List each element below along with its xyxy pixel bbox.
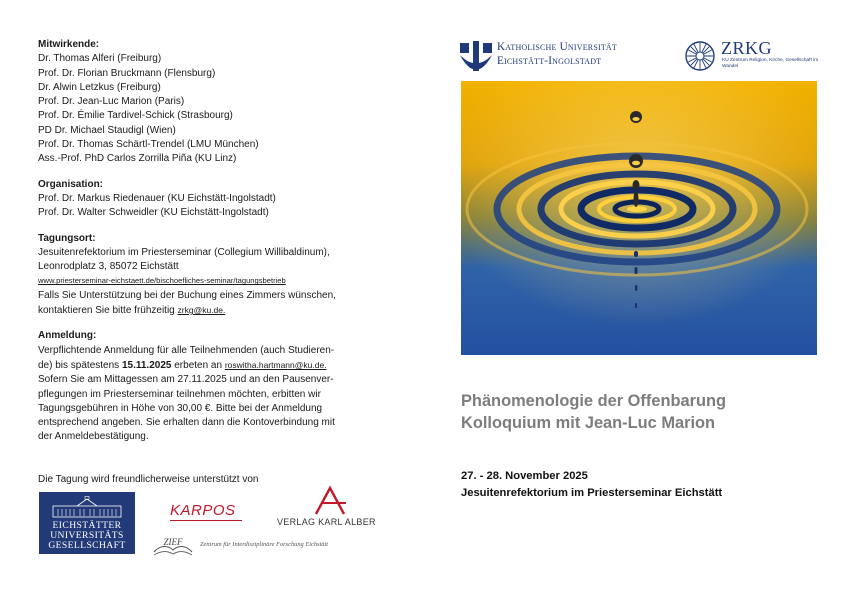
sponsors-intro: Die Tagung wird freundlicherweise unterstützt von bbox=[38, 474, 259, 485]
ku-name-line1: Katholische Universität bbox=[497, 41, 617, 53]
participant: Prof. Dr. Thomas Schärtl-Trendel (LMU München) bbox=[38, 139, 259, 151]
zrkg-emblem-icon bbox=[684, 40, 716, 72]
mitwirkende-section bbox=[38, 38, 408, 167]
registration-text: entsprechend angeben. Sie erhalten dann die Kontoverbindung mit bbox=[38, 417, 335, 429]
ku-crest-icon bbox=[460, 41, 492, 71]
zief-logo-icon bbox=[152, 535, 194, 557]
venue-line: Jesuitenrefektorium im Priesterseminar (Collegium Willibaldinum), bbox=[38, 246, 330, 258]
eichstaetter-universitaetsgesellschaft-logo bbox=[39, 492, 135, 554]
venue-link[interactable]: www.priesterseminar-eichstaett.de/bischoefliches-seminar/tagungsbetrieb bbox=[38, 276, 286, 286]
participant: Dr. Alwin Letzkus (Freiburg) bbox=[38, 81, 161, 93]
registration-text: de) bis spätestens bbox=[38, 359, 120, 371]
event-title-line2: Kolloquium mit Jean-Luc Marion bbox=[461, 414, 716, 432]
participant: Prof. Dr. Florian Bruckmann (Flensburg) bbox=[38, 67, 216, 79]
alber-logo-mark bbox=[312, 486, 348, 516]
participant: Prof. Dr. Émilie Tardivel-Schick (Strasbourg) bbox=[38, 110, 233, 122]
registration-deadline: 15.11.2025 bbox=[121, 359, 172, 371]
booking-note: Falls Sie Unterstützung bei der Buchung eines Zimmers wünschen, bbox=[38, 289, 336, 301]
registration-text: erbeten an bbox=[174, 359, 223, 371]
registration-email-link[interactable]: roswitha.hartmann@ku.de. bbox=[224, 359, 327, 370]
ku-name-line2: Eichstätt-Ingolstadt bbox=[497, 54, 602, 67]
anmeldung-heading: Anmeldung: bbox=[38, 330, 97, 342]
participant: Prof. Dr. Jean-Luc Marion (Paris) bbox=[38, 96, 185, 108]
zrkg-email-link[interactable]: zrkg@ku.de. bbox=[177, 305, 226, 316]
organisation-heading: Organisation: bbox=[38, 178, 104, 190]
karpos-logo-rule bbox=[170, 520, 242, 521]
booking-contact bbox=[38, 303, 408, 318]
eg-logo-line: GESELLSCHAFT bbox=[48, 540, 126, 551]
booking-contact-text: kontaktieren Sie bitte frühzeitig bbox=[38, 305, 175, 317]
karpos-logo: KARPOS bbox=[170, 502, 236, 519]
anmeldung-section bbox=[38, 329, 408, 444]
event-venue: Jesuitenrefektorium im Priesterseminar Eichstätt bbox=[461, 487, 723, 499]
registration-deadline-line bbox=[38, 358, 408, 373]
zief-abbr: ZIEF bbox=[163, 537, 183, 547]
participant: Dr. Thomas Alferi (Freiburg) bbox=[38, 53, 162, 65]
organizer: Prof. Dr. Markus Riedenauer (KU Eichstätt-Ingolstadt) bbox=[38, 192, 276, 204]
info-column bbox=[38, 38, 408, 456]
event-details bbox=[461, 468, 722, 502]
verlag-karl-alber-logo: VERLAG KARL ALBER bbox=[277, 517, 376, 527]
participant: PD Dr. Michael Staudigl (Wien) bbox=[38, 124, 176, 136]
event-title-line1: Phänomenologie der Offenbarung bbox=[461, 392, 726, 410]
tagungsort-heading: Tagungsort: bbox=[38, 232, 96, 244]
registration-text: der Anmeldebestätigung. bbox=[38, 431, 149, 443]
registration-text: Sofern Sie am Mittagessen am 27.11.2025 und an den Pausenver- bbox=[38, 374, 334, 386]
water-drop-photo bbox=[461, 81, 817, 355]
organisation-section bbox=[38, 178, 408, 221]
zrkg-subtitle: KU Zentrum Religion, Kirche, Gesellschaft im Wandel bbox=[722, 58, 819, 69]
registration-text: Verpflichtende Anmeldung für alle Teilnehmenden (auch Studieren- bbox=[38, 344, 335, 356]
organizer: Prof. Dr. Walter Schweidler (KU Eichstätt-Ingolstadt) bbox=[38, 207, 269, 219]
ku-name bbox=[497, 41, 617, 68]
event-date: 27. - 28. November 2025 bbox=[461, 470, 588, 482]
zrkg-abbr: ZRKG bbox=[721, 38, 772, 58]
eg-logo-line: UNIVERSITÄTS bbox=[50, 530, 124, 541]
venue-address: Leonrodplatz 3, 85072 Eichstätt bbox=[38, 261, 179, 273]
zief-logo-text: Zentrum für Interdisziplinäre Forschung Eichstätt bbox=[200, 541, 329, 548]
tagungsort-section bbox=[38, 232, 408, 319]
event-title bbox=[461, 390, 726, 434]
registration-text: Tagungsgebühren in Höhe von 30,00 €. Bitte bei der Anmeldung bbox=[38, 402, 323, 414]
eg-logo-line: EICHSTÄTTER bbox=[52, 520, 122, 531]
building-icon bbox=[47, 496, 127, 518]
mitwirkende-heading: Mitwirkende: bbox=[38, 39, 100, 50]
registration-text: pflegungen im Priesterseminar teilnehmen möchten, erbitten wir bbox=[38, 388, 321, 400]
participant: Ass.-Prof. PhD Carlos Zorrilla Piña (KU Linz) bbox=[38, 153, 237, 165]
